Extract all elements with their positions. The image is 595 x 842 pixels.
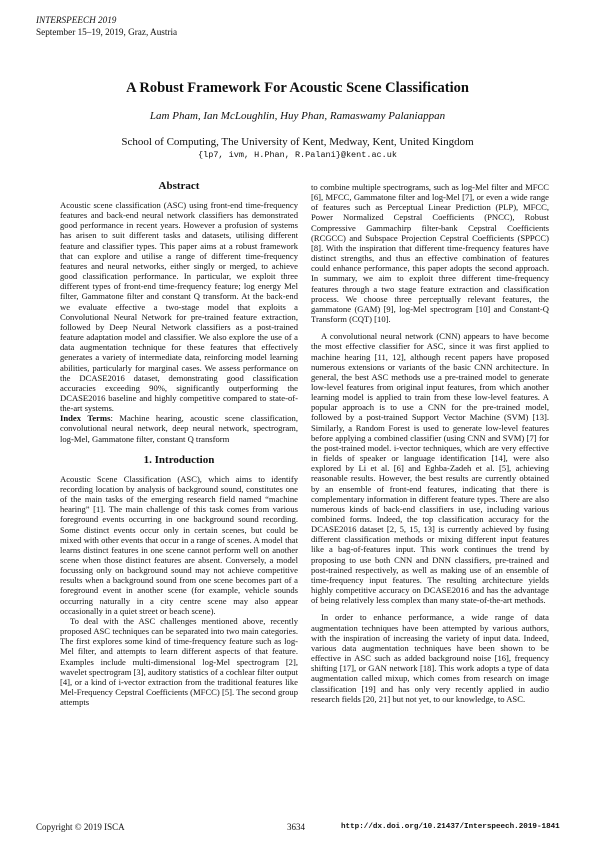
conference-name: INTERSPEECH 2019: [36, 15, 117, 25]
index-terms-label: Index Terms: [60, 413, 111, 424]
page-number: 3634: [287, 822, 305, 832]
introduction-heading: 1. Introduction: [143, 453, 215, 466]
conference-date-location: September 15–19, 2019, Graz, Austria: [36, 27, 178, 37]
doi-link[interactable]: http://dx.doi.org/10.21437/Interspeech.2019-1841: [341, 823, 560, 831]
intro-paragraph-3: A convolutional neural network (CNN) appears to have become the most effective classifier for ASC, since it was first applied to machine hearing [11, 12], although recent papers have proposed numerous extensions or variants of the basic CNN architecture. In general, the best ASC methods use a pre-trained model to generate low-level features from original input features, from which another learning model is applied to train from these low-level features. A popular approach is to use a CNN for the pre-trained model, followed by a post-trained Support Vector Machine (SVM) [13]. Similarly, a Random Forest is used to generate low-level features before applying a combined classifier (using CNN and SVM) [7] for the post-trained model. i-vector techniques, which are very effective in fields of speaker or language identification [14], were also explored by Li et al. [6] and Eghba-Zadeh et al. [5], achieving reasonable results. However, the best results are currently obtained by an ensemble of front-end features, indicating that there is complementary information in different feature types. There are also numerous kinds of back-end classifiers in use, including various combined forms. Indeed, the top classification accuracy for the DCASE2016 dataset [2, 5, 15, 13] is currently achieved by fusing different classification methods or mixing different input features like a bag-of-features input. This work continues the trend by proposing to use both CNN and DNN classifiers, pre-trained and post-trained respectively, as well as making use of an ensemble of time-frequency input features. The resulting architecture yields highly competitive accuracy on DCASE2016 and has the advantage of being relatively less complex than many state-of-the-art methods.: [311, 331, 549, 606]
right-column: [311, 182, 549, 704]
intro-paragraph-2-continued: to combine multiple spectrograms, such as log-Mel filter and MFCC [6], MFCC, Gammatone filter and log-Mel [7], or even a wide range of features such as Perceptual Linear Prediction (PLP), MFCC, Power Normalized Cepstral Coefficients (PNCC), Robust Compressive Gammachirp filter-bank Cepstral Coefficients (RCGCC) and Subspace Projection Cepstral Coefficients (SPPCC) [8]. With the inspiration that different time-frequency features have distinct strengths, and thus an effective combination of features could enhance performance, this paper adopts the second approach. In summary, we aim to exploit three different time-frequency features through a two stage feature extraction and classification process. We choose three perceptually relevant features, the gammatone (GAM) [9], log-Mel spectrogram [10] and Constant-Q Transform (CQT) [10].: [311, 182, 549, 325]
intro-paragraph-1: Acoustic Scene Classification (ASC), which aims to identify recording location by analysis of background sound, constitutes one of the main tasks of the emerging research field named “machine hearing” [1]. The main challenge of this task comes from various foreground events occurring in one background sound recording. Some distinct events occur only in certain scenes, but could be mixed with other events that occur in a range of scenes. A model that learns distinct features in one scene cannot perform well on another scene when those distinct features are absent. Conversely, a model focussing only on background sound may not achieve competitive results when a background sound from one scene becomes part of a foreground event in another scene (for example, vehicle sounds occurring naturally in a city centre scene may also appear occasionally in a quiet street or beach scene).: [60, 473, 298, 616]
left-column: [60, 180, 298, 707]
intro-paragraph-2: To deal with the ASC challenges mentioned above, recently proposed ASC techniques can be separated into two main categories. The first explores some kind of time-frequency feature such as log-Mel filter, and attempts to learn different aspects of that feature. Examples include multi-dimensional log-Mel spectrogram [2], wavelet spectrogram [3], auditory statistics of a cochlear filter output [4], or a kind of i-vector extraction from the traditional features like Mel-Frequency Cepstral Coefficients (MFCC) [5]. The second group attempts: [60, 615, 298, 708]
intro-paragraph-4: In order to enhance performance, a wide range of data augmentation techniques have been attempted by various authors, with the inspiration of increasing the variety of input data. Indeed, various data augmentation techniques have been shown to be effective in ASC such as added background noise [16], frequency shifting [17], or GAN network [18]. This work adopts a type of data augmentation called mixup, which comes from research on image classification [19] and has only very recently applied in audio research fields [20, 21] but not yet, to our knowledge, to ASC.: [311, 612, 549, 704]
abstract-text: Acoustic scene classification (ASC) using front-end time-frequency features and back-end neural network classifiers has demonstrated good performance in recent years. However a profusion of systems has arisen to suit different tasks and datasets, utilising different feature and classifier types. This paper aims at a robust framework that can explore and utilise a range of different time-frequency features and neural networks, either singly or merged, to achieve good classification performance. In particular, we exploit three different types of front-end time-frequency feature; log energy Mel filter, Gammatone filter and constant Q transform. At the back-end we evaluate effective a two-stage model that exploits a Convolutional Neural Network for pre-trained feature extraction, followed by Deep Neural Network classifiers as a post-trained feature adaptation model and classifier. We also explore the use of a data augmentation technique for these features that effectively generates a variety of intermediate data, reinforcing model learning abilities, particularly for marginal cases. We assess performance on the DCASE2016 dataset, demonstrating good classification accuracies exceeding 90%, significantly outperforming the DCASE2016 baseline and highly competitive compared to state-of-the-art systems.: [60, 200, 298, 414]
paper-title: A Robust Framework For Acoustic Scene Classification: [126, 80, 469, 96]
abstract-heading: Abstract: [158, 180, 200, 192]
author-emails: {lp7, ivm, H.Phan, R.Palani}@kent.ac.uk: [198, 150, 397, 160]
index-terms: [60, 413, 298, 443]
affiliation: School of Computing, The University of Kent, Medway, Kent, United Kingdom: [121, 136, 474, 148]
copyright-notice: Copyright © 2019 ISCA: [36, 822, 125, 832]
author-list: Lam Pham, Ian McLoughlin, Huy Phan, Ramaswamy Palaniappan: [149, 110, 446, 122]
index-terms-text: : Machine hearing, acoustic scene classification, convolutional neural network, deep neural network, spectrogram, log-Mel, Gammatone filter, constant Q transform: [60, 413, 298, 444]
